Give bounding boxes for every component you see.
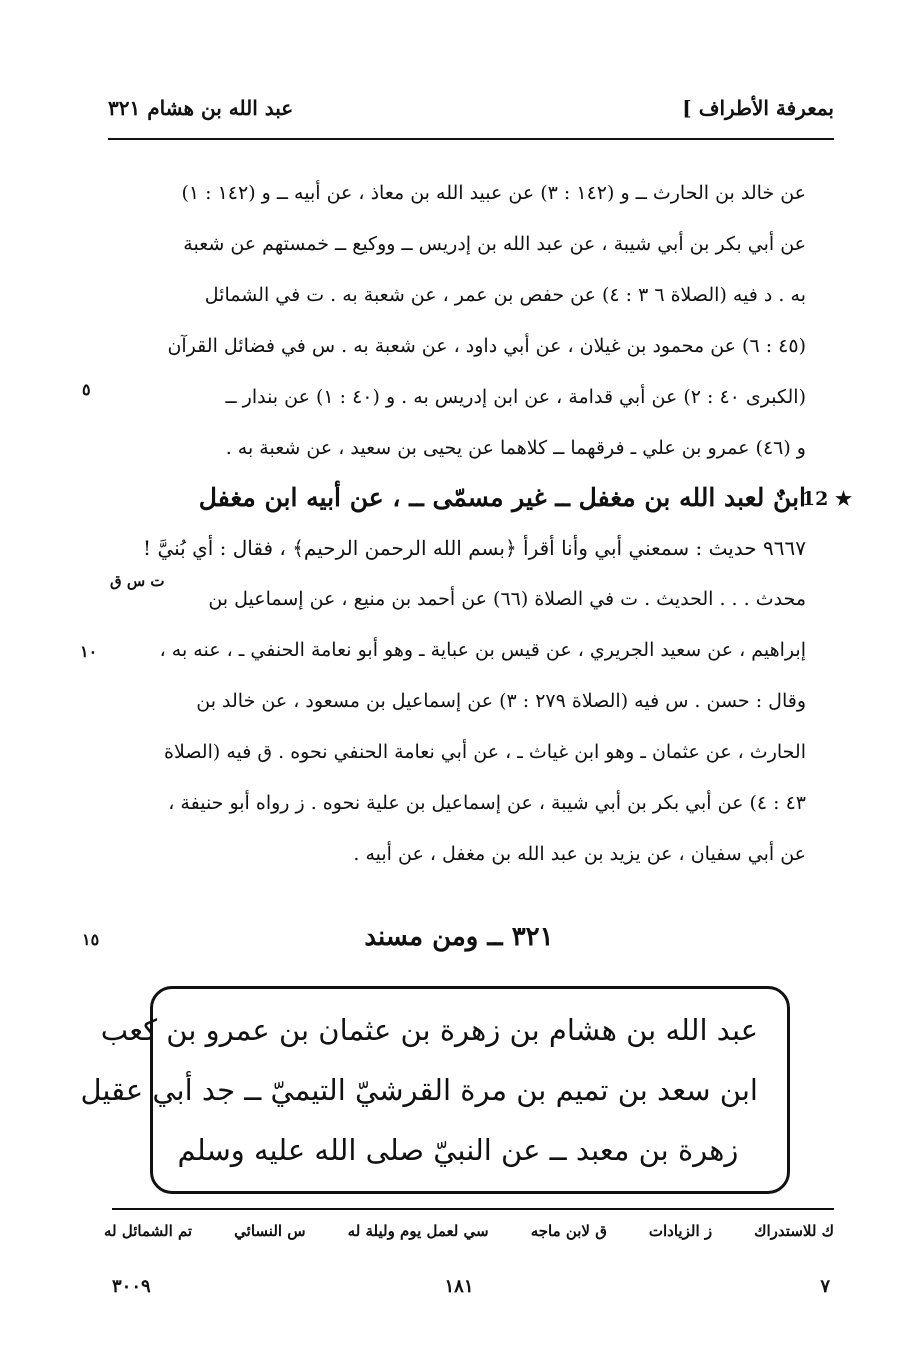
abbreviation: تم الشمائل له <box>104 1222 193 1240</box>
running-title-left: عبد الله بن هشام ٣٢١ <box>108 96 294 120</box>
abbreviation: ق لابن ماجه <box>530 1222 607 1240</box>
text-line: عن أبي بكر بن أبي شيبة ، عن عبد الله بن إدريس ــ ووكيع ــ خمستهم عن شعبة <box>183 233 806 255</box>
text-line: (الكبرى ٤٠ : ٢) عن أبي قدامة ، عن ابن إدريس به . و (٤٠ : ١) عن بندار ــ <box>225 386 806 408</box>
text-line: وقال : حسن . س فيه (الصلاة ٢٧٩ : ٣) عن إسماعيل بن مسعود ، عن خالد بن <box>196 690 806 712</box>
text-line: ٤٣ : ٤) عن أبي بكر بن أبي شيبة ، عن إسماعيل بن علية نحوه . ز رواه أبو حنيفة ، <box>168 792 806 814</box>
entry-block <box>106 472 806 880</box>
paragraph-continuation <box>106 168 806 474</box>
text-line: به . د فيه (الصلاة ٦ ٣ : ٤) عن حفص بن عمر ، عن شعبة به . ت في الشمائل <box>204 284 806 306</box>
frame-text <box>80 1000 758 1180</box>
frame-line: ابن سعد بن تميم بن مرة القرشيّ التيميّ ــ جد أبي عقيل <box>80 1073 758 1107</box>
text-line: محدث . . . الحديث . ت في الصلاة (٦٦) عن أحمد بن منيع ، عن إسماعيل بن <box>208 588 806 610</box>
volume-ref: ٣٠٠٩ <box>112 1276 151 1297</box>
footer-rule <box>112 1208 834 1210</box>
abbreviation: ك للاستدراك <box>754 1222 834 1240</box>
hadith-line: ٩٦٦٧ حديث : سمعني أبي وأنا أقرأ ﴿بسم الله الرحمن الرحيم﴾ ، فقال : أي بُنيَّ ! <box>143 536 806 560</box>
page-number: ١٨١ <box>444 1276 474 1297</box>
text-line: إبراهيم ، عن سعيد الجريري ، عن قيس بن عباية ـ وهو أبو نعامة الحنفي ـ ، عنه به ، <box>159 639 806 661</box>
text-line: و (٤٦) عمرو بن علي ـ فرقهما ــ كلاهما عن يحيى بن سعيد ، عن شعبة به . <box>225 437 806 459</box>
text-line: عن خالد بن الحارث ــ و (١٤٢ : ٣) عن عبيد الله بن معاذ ، عن أبيه ــ و (١٤٢ : ١) <box>181 182 806 204</box>
frame-line: زهرة بن معبد ــ عن النبيّ صلى الله عليه وسلم <box>177 1133 739 1167</box>
line-number-10: ١٠ <box>80 642 98 661</box>
source-sigla: ت س ق <box>110 572 165 590</box>
header-rule <box>108 138 834 140</box>
text-line: الحارث ، عن عثمان ـ وهو ابن غياث ـ ، عن أبي نعامة الحنفي نحوه . ق فيه (الصلاة <box>164 741 806 763</box>
abbreviation: ز الزيادات <box>648 1222 713 1240</box>
text-line: عن أبي سفيان ، عن يزيد بن عبد الله بن مغفل ، عن أبيه . <box>353 843 806 865</box>
abbreviation: سي لعمل يوم وليلة له <box>347 1222 489 1240</box>
section-title: ٣٢١ ــ ومن مسند <box>364 922 554 952</box>
text-line: (٤٥ : ٦) عن محمود بن غيلان ، عن أبي داود ، عن شعبة به . س في فضائل القرآن <box>167 335 806 357</box>
entry-number: 12 ★ <box>801 488 852 510</box>
volume-number: ٧ <box>820 1276 830 1297</box>
line-number-5: ٥ <box>82 380 91 399</box>
frame-line: عبد الله بن هشام بن زهرة بن عثمان بن عمرو بن كعب <box>100 1013 758 1047</box>
abbreviation-key <box>104 1222 834 1240</box>
abbreviation: س النسائي <box>234 1222 306 1240</box>
entry-heading: ابنٌ لعبد الله بن مغفل ــ غير مسمّى ــ ، عن أبيه ابن مغفل <box>198 483 806 512</box>
line-number-15: ١٥ <box>82 930 100 949</box>
running-title-right: بمعرفة الأطراف ] <box>682 96 834 120</box>
